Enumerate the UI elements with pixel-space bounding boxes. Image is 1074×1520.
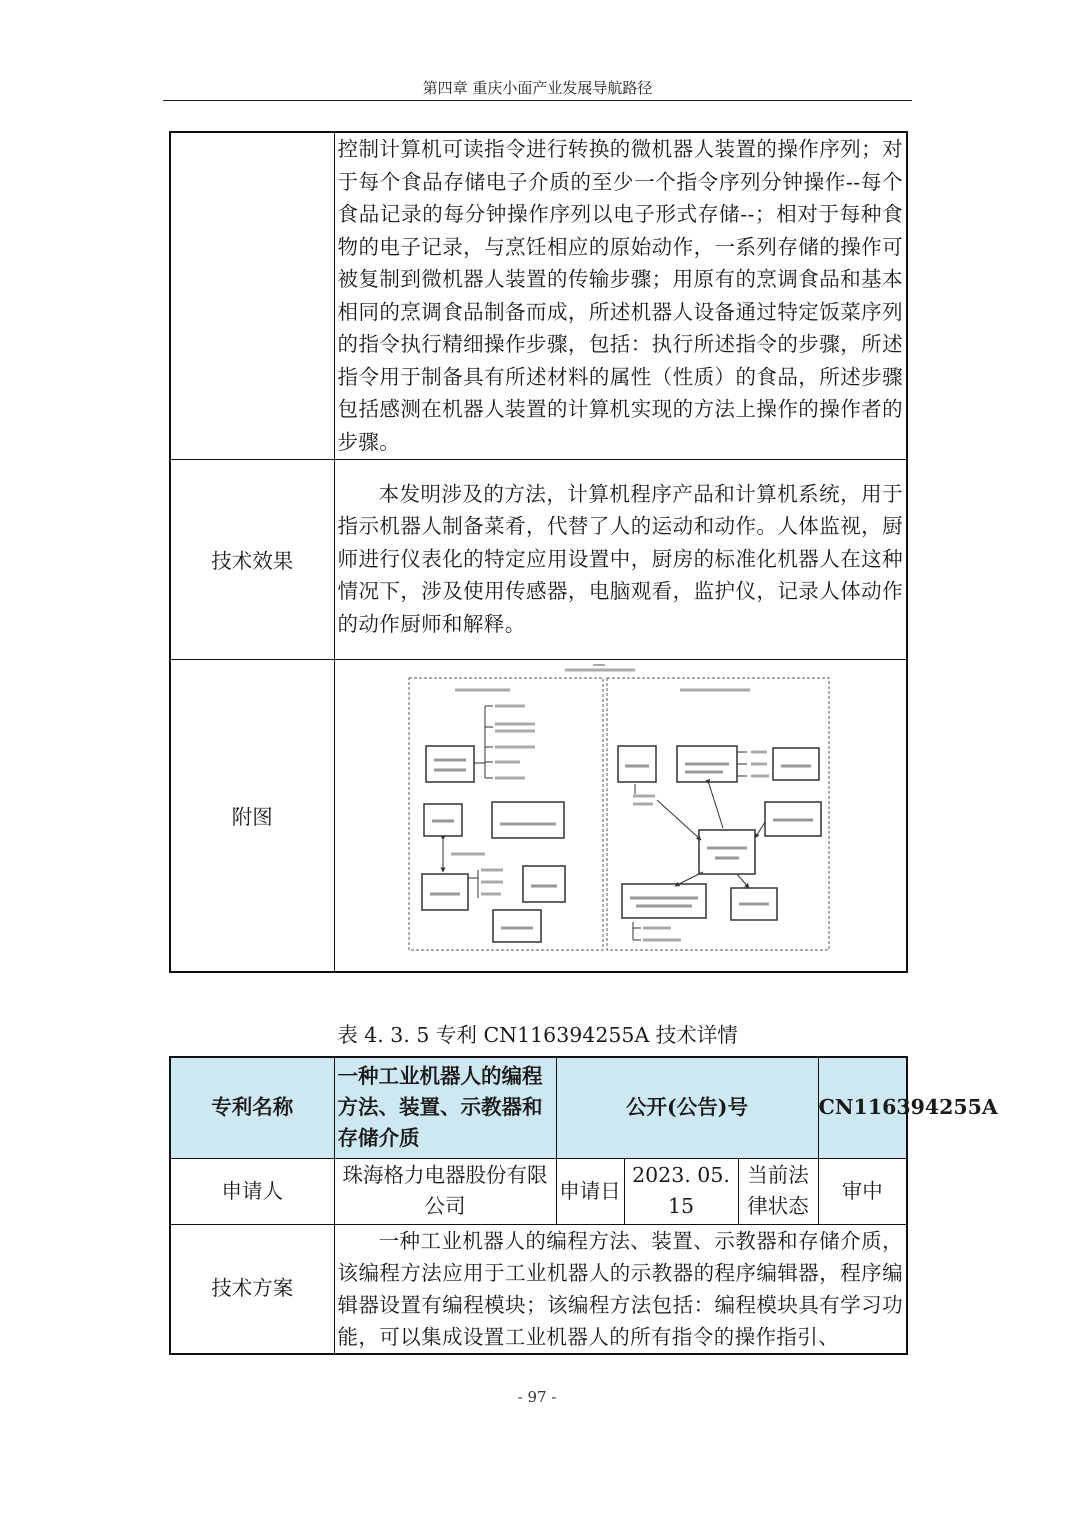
table1-row1-text: 控制计算机可读指令进行转换的微机器人装置的操作序列；对于每个食品存储电子介质的至少一个指令序列分钟操作--每个食品记录的每分钟操作序列以电子形式存储--；相对于每种食物的电子记录，与烹饪相应的原始动作，一系列存储的操作可被复制到微机器人装置的传输步骤；用原有的烹调食品和基本相同的烹调食品制备而成，所述机器人设备通过特定饭菜序列的指令执行精细操作步骤，包括：执行所述指令的步骤，所述指令用于制备具有所述材料的属性（性质）的食品，所述步骤包括感测在机器人装置的计算机实现的方法上操作的操作者的步骤。 [337, 137, 903, 454]
table1-row-effect [170, 459, 907, 659]
left-box-3d-sensor [492, 802, 564, 838]
patent-name-label: 专利名称 [170, 1057, 334, 1158]
table1-row1-label [170, 132, 334, 459]
filing-date-value: 2023. 05. 15 [624, 1158, 738, 1224]
legal-status-value: 审中 [818, 1158, 907, 1224]
right-box-learning [618, 746, 656, 782]
header-rule [163, 100, 912, 101]
diagram-outer-label [565, 665, 635, 670]
patent-block-diagram [335, 660, 905, 966]
table1-row2-text: 本发明涉及的方法，计算机程序产品和计算机系统，用于指示机器人制备菜肴，代替了人的运动和动作。人体监视，厨师进行仪表化的特定应用设置中，厨房的标准化机器人在这种情况下，涉及使用传感器，电脑观看，监护仪，记录人体动作的动作厨师和解释。 [337, 481, 903, 636]
table2-applicant-row [170, 1158, 907, 1224]
patent-table-1 [169, 131, 908, 973]
left-box-computer [493, 910, 541, 942]
table1-row-figure [170, 659, 907, 972]
applicant-label: 申请人 [170, 1158, 334, 1224]
patent-table-2 [169, 1056, 998, 1355]
left-box-controller [426, 746, 474, 782]
table1-row2-label: 技术效果 [170, 459, 334, 659]
page-number: - 97 - [517, 1388, 557, 1406]
filing-date-label: 申请日 [556, 1158, 624, 1224]
right-box-interface [773, 748, 819, 780]
left-box-robot-hand [422, 874, 468, 910]
table1-row3-label: 附图 [170, 659, 334, 972]
publication-number-label: 公开(公告)号 [556, 1057, 818, 1158]
patent-name-value: 一种工业机器人的编程方法、装置、示教器和存储介质 [334, 1057, 556, 1158]
table-caption: 表 4. 3. 5 专利 CN116394255A 技术详情 [337, 1023, 738, 1047]
legal-status-label: 当前法律状态 [738, 1158, 818, 1224]
running-header: 第四章 重庆小面产业发展导航路径 [422, 79, 653, 97]
right-box-3d-module [622, 884, 706, 918]
table2-scheme-row [170, 1224, 907, 1354]
table1-row-scheme-continued [170, 132, 907, 459]
applicant-value: 珠海格力电器股份有限公司 [334, 1158, 556, 1224]
right-box-central-module [699, 830, 755, 874]
publication-number-value: CN116394255A [818, 1057, 907, 1158]
left-box-storage [523, 866, 565, 902]
scheme-text: 一种工业机器人的编程方法、装置、示教器和存储介质，该编程方法应用于工业机器人的示教器的程序编辑器，程序编辑器设置有编程模块；该编程方法包括：编程模块具有学习功能，可以集成设置工业机器人的所有指令的操作指引、 [337, 1228, 903, 1349]
scheme-label: 技术方案 [170, 1224, 334, 1354]
table2-header-row [170, 1057, 907, 1158]
